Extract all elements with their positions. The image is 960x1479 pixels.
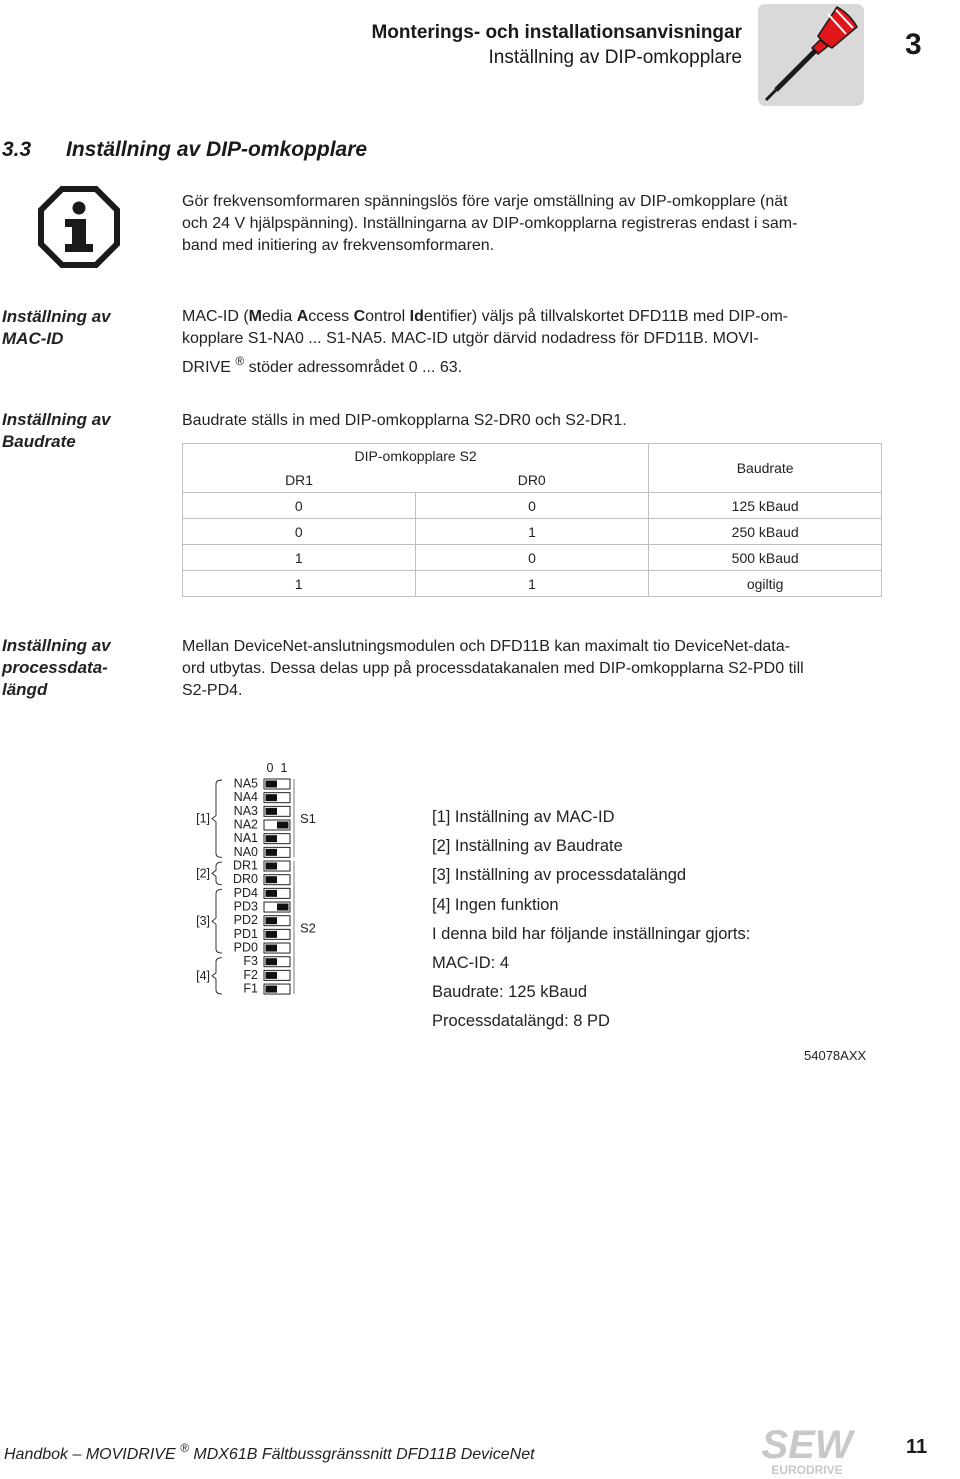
table-cell: 0 <box>415 493 649 519</box>
section-title <box>2 138 367 162</box>
intro-paragraph <box>182 191 882 257</box>
side-label-macid <box>2 306 111 350</box>
baudrate-text: Baudrate ställs in med DIP-omkopplarna S2-DR0 och S2-DR1. <box>182 412 627 429</box>
processdata-paragraph <box>182 636 882 702</box>
intro-line: Gör frekvensomformaren spänningslös före varje omställning av DIP-omkopplare (nät <box>182 193 788 210</box>
page-number: 11 <box>906 1436 928 1458</box>
switch-label: NA0 <box>233 844 258 859</box>
macid-line-3: DRIVE ® stöder adressområdet 0 ... 63. <box>182 354 463 376</box>
legend-item: [4] Ingen funktion <box>432 895 559 914</box>
side-label-line: Inställning av <box>2 307 111 326</box>
processdata-line: Mellan DeviceNet-anslutningsmodulen och DFD11B kan maximalt tio DeviceNet-data- <box>182 638 790 655</box>
chapter-number: 3 <box>905 28 922 61</box>
group-brace <box>212 780 222 857</box>
group-label: [1] <box>196 811 210 826</box>
section-title-text: Inställning av DIP-omkopplare <box>66 138 368 161</box>
table-cell: 1 <box>183 545 416 571</box>
switch-knob <box>266 972 278 979</box>
switch-knob <box>266 917 278 924</box>
table-row <box>183 493 882 519</box>
switch-knob <box>266 863 278 870</box>
switch-group-label: S1 <box>300 811 316 827</box>
switch-knob <box>266 876 278 883</box>
logo-brand: SEW <box>761 1424 853 1467</box>
switch-knob <box>266 931 278 938</box>
table-group-header: DIP-omkopplare S2 <box>183 444 649 469</box>
group-brace <box>212 862 222 885</box>
intro-line: band med initiering av frekvensomformaren. <box>182 237 495 254</box>
switch-label: NA1 <box>233 831 258 846</box>
group-label: [2] <box>196 866 210 881</box>
switch-knob <box>266 945 278 952</box>
macid-line-2: kopplare S1-NA0 ... S1-NA5. MAC-ID utgör därvid nodadress för DFD11B. MOVI- <box>182 330 759 347</box>
figure-id: 54078AXX <box>804 1048 867 1063</box>
table-cell: 1 <box>183 571 416 597</box>
legend-item: Baudrate: 125 kBaud <box>432 983 588 1002</box>
switch-label: NA4 <box>233 790 258 805</box>
table-col-baudrate: Baudrate <box>649 444 882 493</box>
side-label-line: Baudrate <box>2 432 76 451</box>
side-label-line: processdata- <box>2 658 108 677</box>
screwdriver-logo-box <box>758 4 864 106</box>
diagram-legend <box>432 803 750 1037</box>
processdata-line: S2-PD4. <box>182 682 243 699</box>
footer-text: Handbok – MOVIDRIVE ® MDX61B Fältbussgränssnitt DFD11B DeviceNet <box>4 1441 535 1463</box>
switch-label: F2 <box>243 967 258 982</box>
side-label-line: Inställning av <box>2 410 111 429</box>
switch-label: DR1 <box>232 858 258 873</box>
table-cell: 0 <box>415 545 649 571</box>
dip-switch-diagram <box>180 758 330 1028</box>
group-brace <box>212 958 222 994</box>
table-cell: 1 <box>415 571 649 597</box>
legend-item: Processdatalängd: 8 PD <box>432 1012 610 1031</box>
group-brace <box>212 889 222 953</box>
column-label: 1 <box>280 761 288 775</box>
switch-label: PD4 <box>233 885 258 900</box>
table-row <box>183 519 882 545</box>
macid-paragraph <box>182 306 882 379</box>
switch-knob <box>266 958 278 965</box>
side-label-line: MAC-ID <box>2 329 64 348</box>
table-cell: 1 <box>415 519 649 545</box>
switch-label: NA2 <box>233 817 258 832</box>
switch-label: PD3 <box>233 899 258 914</box>
header-title: Monterings- och installationsanvisningar <box>371 22 742 43</box>
column-label: 0 <box>266 761 274 775</box>
legend-item: MAC-ID: 4 <box>432 954 510 973</box>
switch-knob <box>266 808 278 815</box>
switch-knob <box>277 822 289 829</box>
table-col-dr0: DR0 <box>415 468 649 493</box>
baudrate-table <box>182 443 882 597</box>
table-row <box>183 571 882 597</box>
switch-knob <box>266 794 278 801</box>
legend-item: [3] Inställning av processdatalängd <box>432 866 687 885</box>
switch-label: PD1 <box>233 926 258 941</box>
switch-label: NA3 <box>233 803 258 818</box>
table-row <box>183 545 882 571</box>
switch-label: PD2 <box>233 913 258 928</box>
logo-brand-sub: EURODRIVE <box>771 1463 843 1476</box>
switch-label: F1 <box>243 981 258 996</box>
side-label-processdata <box>2 635 111 701</box>
side-label-line: Inställning av <box>2 636 111 655</box>
table-cell: 0 <box>183 493 416 519</box>
info-icon <box>38 186 120 268</box>
table-cell: 500 kBaud <box>649 545 882 571</box>
switch-label: DR0 <box>232 872 258 887</box>
table-col-dr1: DR1 <box>183 468 416 493</box>
switch-label: NA5 <box>233 776 258 791</box>
group-label: [3] <box>196 914 210 929</box>
table-cell: 250 kBaud <box>649 519 882 545</box>
macid-line-1: MAC-ID (Media Access Control Identifier) väljs på tillvalskortet DFD11B med DIP-om- <box>182 308 789 325</box>
side-label-baudrate <box>2 409 111 453</box>
switch-knob <box>266 835 278 842</box>
table-cell: ogiltig <box>649 571 882 597</box>
side-label-line: längd <box>2 680 48 699</box>
switch-knob <box>277 904 289 911</box>
legend-item: [1] Inställning av MAC-ID <box>432 808 615 826</box>
switch-label: F3 <box>243 954 258 969</box>
table-cell: 0 <box>183 519 416 545</box>
switch-group-label: S2 <box>300 920 316 936</box>
switch-knob <box>266 849 278 856</box>
header-subtitle: Inställning av DIP-omkopplare <box>488 47 742 68</box>
switch-label: PD0 <box>233 940 258 955</box>
group-label: [4] <box>196 968 210 983</box>
switch-knob <box>266 890 278 897</box>
screwdriver-icon <box>758 4 864 106</box>
intro-line: och 24 V hjälpspänning). Inställningarna av DIP-omkopplarna registreras endast i sam- <box>182 215 798 232</box>
switch-knob <box>266 781 278 788</box>
legend-item: [2] Inställning av Baudrate <box>432 837 623 856</box>
legend-item: I denna bild har följande inställningar gjorts: <box>432 924 751 943</box>
table-cell: 125 kBaud <box>649 493 882 519</box>
sew-eurodrive-logo <box>752 1424 862 1476</box>
switch-knob <box>266 986 278 993</box>
section-number: 3.3 <box>2 138 32 161</box>
processdata-line: ord utbytas. Dessa delas upp på processdatakanalen med DIP-omkopplarna S2-PD0 till <box>182 660 804 677</box>
